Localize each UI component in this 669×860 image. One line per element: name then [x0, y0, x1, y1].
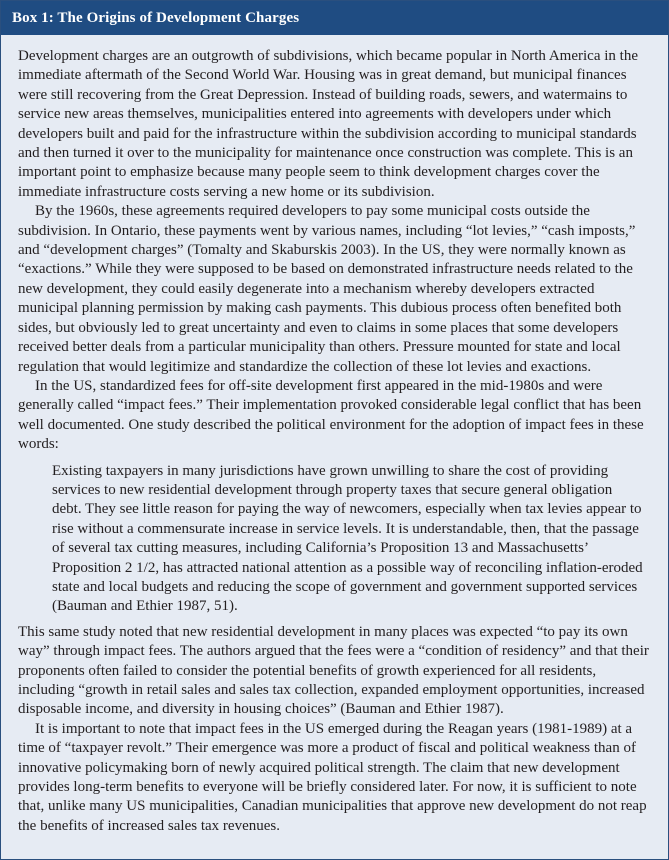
paragraph-3: In the US, standardized fees for off-site development first appeared in the mid-1980s and were generally called “impact fees.” Their implementation provoked considerable legal conflict that has been well documented. One study described the political environment for the adoption of impact fees in these words: — [18, 377, 644, 453]
paragraph-2: By the 1960s, these agreements required developers to pay some municipal costs outside the subdivision. In Ontario, these payments went by various names, including “lot levies,” “cash imposts,” and “development charges” (Tomalty and Skaburskis 2003). In the US, they were normally known as “exactions.” While they were supposed to be based on demonstrated infrastructure needs related to the new development, they could easily degenerate into a mechanism whereby developers extracted municipal planning permission by making cash payments. This dubious process often benefited both sides, but obviously led to great uncertainty and even to claims in some places that some developers received better deals from a particular municipality than others. Pressure mounted for state and local regulation that would legitimize and standardize the collection of these lot levies and exactions. — [18, 203, 636, 375]
paragraph-5: It is important to note that impact fees in the US emerged during the Reagan years (1981-1989) at a time of “taxpayer revolt.” Their emergence was more a product of fiscal and political weakness than of innovative policymaking born of newly acquired political strength. The claim that new development provides long-term benefits to everyone will be briefly considered later. For now, it is sufficient to note that, unlike many US municipalities, Canadian municipalities that approve new development do not reap the benefits of increased sales tax revenues. — [18, 720, 647, 834]
block-quote: Existing taxpayers in many jurisdictions have grown unwilling to share the cost of providing services to new residential development through property taxes that secure general obligation debt. They see little reason for paying the way of newcomers, especially when tax levies appear to rise without a commensurate increase in service levels. It is understandable, then, that the passage of several tax cutting measures, including California’s Proposition 13 and Massachusetts’ Proposition 2 1/2, has attracted national attention as a possible way of reconciling inflation-eroded state and local budgets and reducing the scope of government and government supported services (Bauman and Ethier 1987, 51). — [52, 462, 643, 615]
box-body — [1, 35, 668, 836]
paragraph-4: This same study noted that new residential development in many places was expected “to pay its own way” through impact fees. The authors argued that the fees were a “condition of residency” and that their proponents often failed to consider the potential benefits of growth experienced for all residents, including “growth in retail sales and sales tax collection, expanded employment opportunities, increased disposable income, and diversity in housing choices” (Bauman and Ethier 1987). — [18, 623, 649, 718]
paragraph-1: Development charges are an outgrowth of subdivisions, which became popular in North America in the immediate aftermath of the Second World War. Housing was in great demand, but municipal finances were still recovering from the Great Depression. Instead of building roads, sewers, and watermains to service new areas themselves, municipalities entered into agreements with developers under which developers built and paid for the infrastructure within the subdivision according to municipal standards and then turned it over to the municipality for maintenance once construction was complete. This is an important point to emphasize because many people seem to think development charges cover the immediate infrastructure costs serving a new home or its subdivision. — [18, 48, 638, 200]
box-title: Box 1: The Origins of Development Charges — [1, 1, 668, 35]
